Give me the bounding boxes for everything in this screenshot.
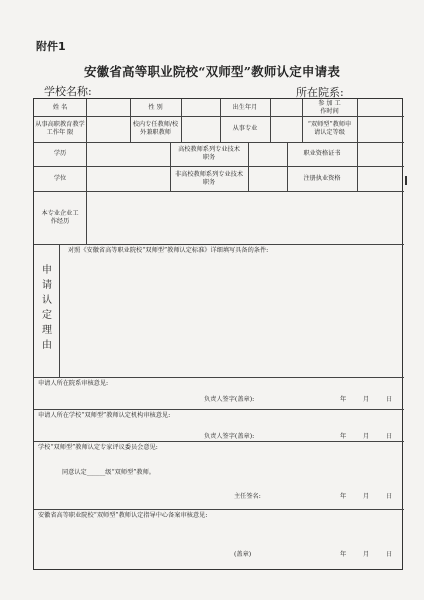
- teacher-type-label: 校内专任教师/校外兼职教师: [132, 121, 179, 136]
- department-year: 年: [340, 396, 347, 403]
- attachment-label: 附件1: [36, 40, 66, 53]
- certification-level-label: “双师型”教师申请认定等级: [307, 121, 352, 136]
- agree-statement: 同意认定______级“双师型”教师。: [62, 469, 155, 476]
- department-day: 日: [386, 396, 393, 403]
- teacher-title-label: 高校教师系列专业技术职务: [178, 146, 240, 161]
- reason-instruction: 对照《安徽省高等职业院校“双师型”教师认定标准》详细填写具备的条件:: [68, 247, 269, 254]
- guidance-center-label: 安徽省高等职业院校“双师型”教师认定指导中心备案审核意见:: [38, 512, 208, 519]
- education-label: 学历: [53, 150, 67, 157]
- scan-mark: [405, 176, 407, 185]
- director-sign-label: 主任签名:: [234, 493, 261, 500]
- enterprise-experience-label: 本专业企业工作经历: [41, 209, 79, 225]
- work-start-label: 参 加 工作时间: [318, 99, 341, 115]
- qualification-cert-label: 职业资格证书: [303, 150, 341, 157]
- name-label: 姓 名: [52, 103, 68, 111]
- school-sign-label: 负责人签字(盖章):: [204, 433, 255, 440]
- teaching-years-label: 从事高职教育教学工作年 限: [35, 121, 85, 136]
- form-title: 安徽省高等职业院校“双师型”教师认定申请表: [83, 64, 341, 79]
- center-year: 年: [340, 551, 347, 558]
- school-review-label: 申请人所在学校“双师型”教师认定机构审核意见:: [38, 412, 171, 419]
- school-day: 日: [386, 433, 393, 440]
- department-sign-label: 负责人签字(盖章):: [204, 396, 255, 403]
- application-form-table: [33, 98, 403, 570]
- major-label: 从事专业: [232, 125, 258, 132]
- non-teacher-title-label: 非高校教师系列专业技术职务: [174, 170, 244, 186]
- expert-year: 年: [340, 493, 347, 500]
- center-month: 月: [363, 551, 370, 558]
- department-month: 月: [363, 396, 370, 403]
- seal-label: (盖章): [234, 551, 252, 558]
- birth-date-label: 出生年月: [232, 103, 258, 111]
- school-name-label: 学校名称:: [44, 85, 92, 98]
- gender-label: 性 别: [148, 103, 163, 111]
- school-month: 月: [363, 433, 370, 440]
- expert-month: 月: [363, 493, 370, 500]
- school-year: 年: [340, 433, 347, 440]
- application-reason-label: 申请认定理由: [42, 265, 52, 351]
- expert-committee-label: 学校“双师型”教师认定专家评议委员会意见:: [38, 444, 158, 451]
- registered-qualification-label: 注册执业资格: [303, 174, 341, 182]
- expert-day: 日: [386, 493, 393, 500]
- department-review-label: 申请人所在院系审核意见:: [38, 380, 109, 387]
- center-day: 日: [386, 551, 393, 558]
- degree-label: 学位: [53, 174, 67, 182]
- department-label: 所在院系:: [296, 86, 344, 99]
